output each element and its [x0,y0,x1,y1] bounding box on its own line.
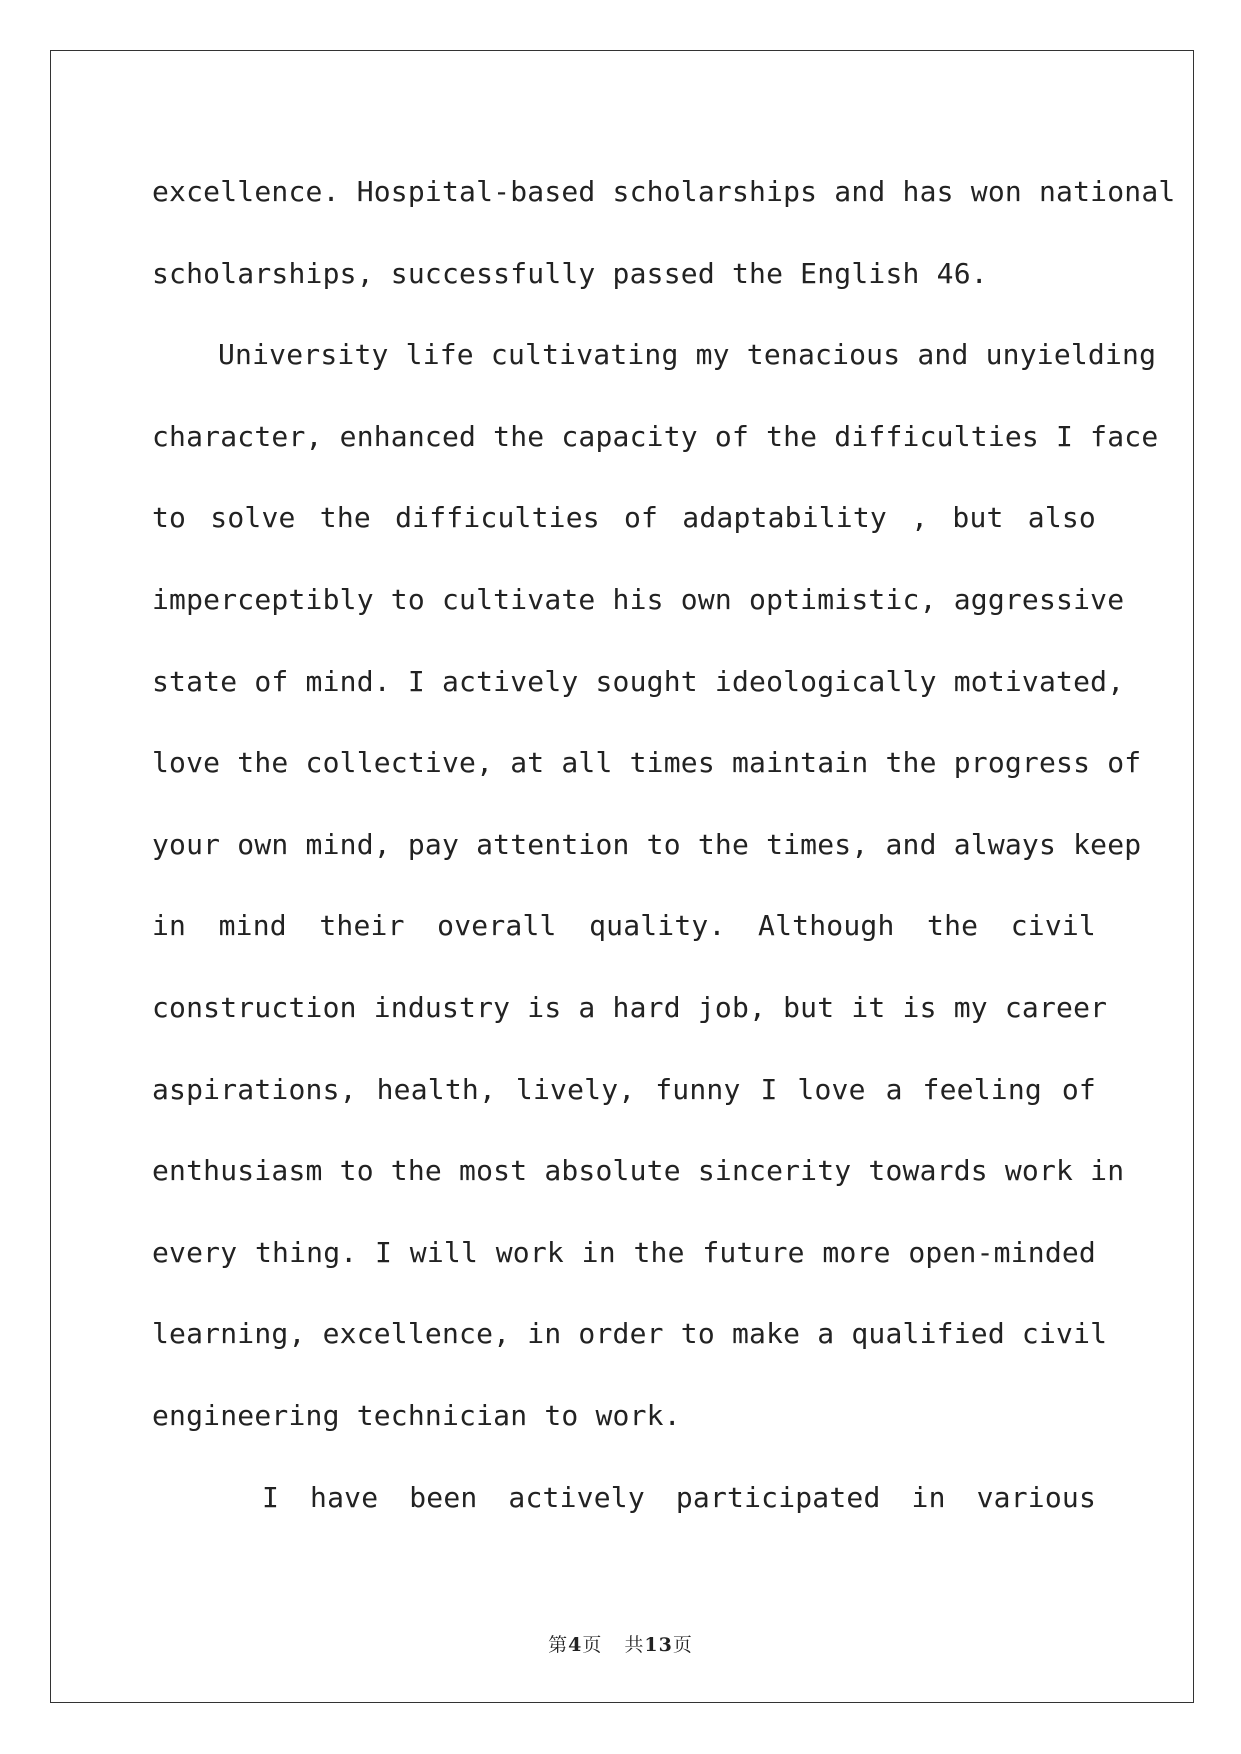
page-prefix: 第 [548,1634,569,1656]
text-line: to solve the difficulties of adaptability , but also [152,501,1096,535]
page-number-footer [0,1630,1241,1657]
text-line: enthusiasm to the most absolute sincerity towards work in [152,1154,1125,1188]
text-line: learning, excellence, in order to make a qualified civil [152,1317,1108,1351]
text-line: character, enhanced the capacity of the difficulties I face [152,419,1159,453]
text-line: love the collective, at all times maintain the progress of [152,746,1142,780]
text-line: state of mind. I actively sought ideologically motivated, [152,664,1125,698]
current-page-number: 4 [568,1634,583,1656]
text-line: excellence. Hospital-based scholarships and has won national [152,175,1176,208]
total-unit: 页 [672,1634,693,1656]
text-line: aspirations, health, lively, funny I love a feeling of [152,1072,1096,1106]
document-body [152,162,1176,1549]
total-prefix: 共 [624,1634,645,1656]
total-page-count: 13 [644,1634,673,1656]
text-line: construction industry is a hard job, but it is my career [152,990,1108,1024]
text-line: imperceptibly to cultivate his own optimistic, aggressive [152,582,1125,616]
page-unit: 页 [582,1634,603,1656]
text-line: every thing. I will work in the future more open-minded [152,1235,1096,1269]
paragraph-start-line: I have been actively participated in various [262,1480,1096,1514]
text-line: in mind their overall quality. Although the civil [152,909,1096,943]
text-line: your own mind, pay attention to the times, and always keep [152,827,1142,861]
paragraph-start-line: University life cultivating my tenacious and unyielding [218,338,1157,372]
text-line: engineering technician to work. [152,1398,681,1432]
text-line: scholarships, successfully passed the English 46. [152,256,988,290]
